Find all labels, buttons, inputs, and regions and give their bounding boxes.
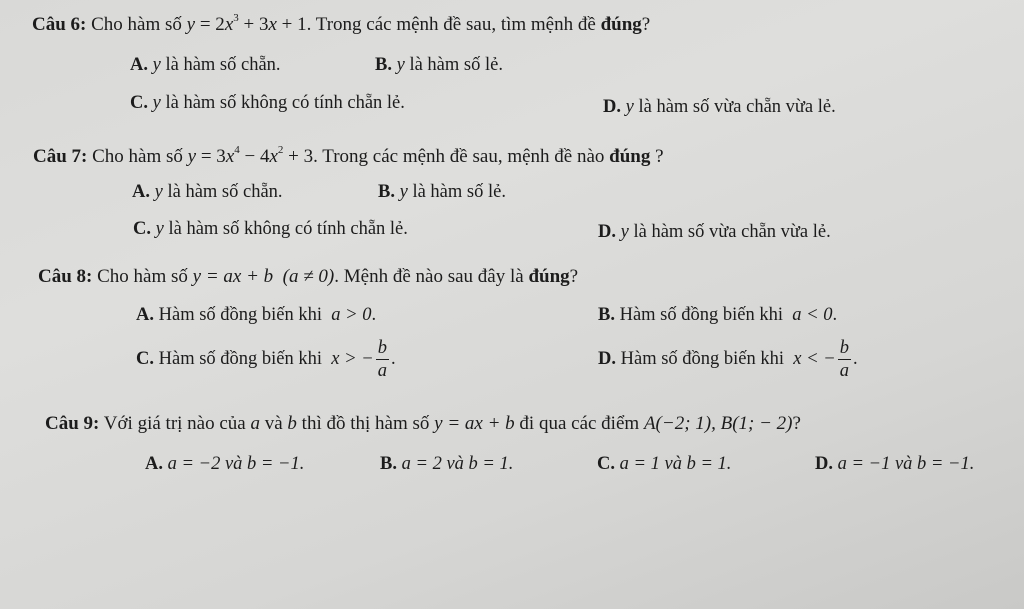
- question-7-eq-exp2: 2: [277, 143, 284, 156]
- question-7-eq-exp1: 4: [234, 143, 240, 156]
- option-a-text: là hàm số chẵn.: [162, 182, 283, 202]
- question-7-eq-y: y: [187, 146, 197, 167]
- fraction-denominator: a: [839, 361, 849, 381]
- question-9-option-c[interactable]: [597, 454, 731, 475]
- question-7-eq-x1: x: [225, 146, 235, 167]
- option-b-label: B.: [598, 305, 615, 325]
- question-6-end: ?: [641, 14, 651, 35]
- question-7-eq-tail: + 3: [283, 146, 314, 167]
- question-9-points: A(−2; 1), B(1; − 2): [643, 413, 793, 434]
- option-c-var: y: [155, 219, 164, 239]
- option-b-label: B.: [378, 182, 395, 202]
- question-9-end: ?: [792, 413, 801, 434]
- option-a-math: a > 0: [331, 305, 372, 325]
- option-d-label: D.: [815, 454, 833, 474]
- question-7-eq-part1: = 3: [196, 146, 226, 167]
- option-d-dot: .: [852, 348, 858, 369]
- question-8-equation: y = ax + b: [192, 266, 274, 287]
- option-c-math: x > −: [331, 348, 374, 369]
- option-b-math: a < 0: [792, 305, 833, 325]
- option-d-text: a = −1 và b = −1.: [837, 454, 975, 474]
- question-6-option-d[interactable]: [603, 97, 836, 118]
- question-8-label: Câu 8:: [38, 266, 93, 287]
- question-8-end: ?: [569, 266, 579, 287]
- question-8: [38, 266, 578, 288]
- option-c-text: là hàm số không có tính chẵn lẻ.: [163, 219, 408, 239]
- option-d-label: D.: [598, 348, 616, 369]
- question-6-eq-part1: = 2: [195, 14, 225, 35]
- question-6-text: . Trong các mệnh đề sau, tìm mệnh đề: [306, 14, 601, 35]
- option-b-var: y: [399, 182, 408, 202]
- question-6-option-b[interactable]: [375, 55, 503, 76]
- option-b-var: y: [396, 55, 405, 75]
- question-6-lead: Cho hàm số: [86, 14, 187, 35]
- option-c-dot: .: [390, 348, 396, 369]
- question-9-option-d[interactable]: [815, 454, 974, 475]
- fraction-numerator: b: [377, 338, 387, 358]
- question-7-option-c[interactable]: [133, 219, 408, 240]
- question-6: [32, 11, 651, 36]
- option-c-label: C.: [136, 348, 154, 369]
- option-d-text: Hàm số đồng biến khi: [616, 348, 789, 369]
- option-a-text: a = −2 và b = −1.: [167, 454, 305, 474]
- question-8-option-b[interactable]: B. Hàm số đồng biến khi a < 0.: [598, 305, 838, 325]
- question-7-text: . Trong các mệnh đề sau, mệnh đề nào: [313, 146, 610, 167]
- option-b-text: Hàm số đồng biến khi: [614, 305, 788, 325]
- option-a-label: A.: [132, 182, 150, 202]
- question-7-eq-x2: x: [269, 146, 278, 167]
- option-a-label: A.: [136, 305, 154, 325]
- option-b-text: a = 2 và b = 1.: [401, 454, 514, 474]
- option-b-label: B.: [375, 55, 392, 75]
- question-8-option-a[interactable]: A. Hàm số đồng biến khi a > 0.: [136, 305, 377, 325]
- question-7-emphasis: đúng: [609, 146, 651, 167]
- question-7-option-d[interactable]: [598, 222, 831, 243]
- question-7-lead: Cho hàm số: [87, 146, 188, 167]
- option-b-text: là hàm số lẻ.: [407, 182, 506, 202]
- question-6-eq-tail: + 1: [276, 14, 307, 35]
- question-8-condition: (a ≠ 0): [282, 266, 335, 287]
- question-7-label: Câu 7:: [33, 146, 88, 167]
- option-c-text: a = 1 và b = 1.: [619, 454, 732, 474]
- question-9-var-b: b: [287, 413, 297, 434]
- question-9-equation: y = ax + b: [434, 413, 515, 434]
- question-6-eq-y: y: [186, 14, 196, 35]
- option-d-fraction: [838, 337, 851, 382]
- question-6-eq-exp: 3: [233, 11, 239, 24]
- option-b-label: B.: [380, 454, 397, 474]
- question-6-eq-x2: x: [268, 14, 277, 35]
- option-a-text: Hàm số đồng biến khi: [154, 305, 327, 325]
- question-7-eq-part2: − 4: [239, 146, 270, 167]
- option-c-text: Hàm số đồng biến khi: [154, 348, 327, 369]
- option-b-text: là hàm số lẻ.: [404, 55, 503, 75]
- question-6-label: Câu 6:: [32, 14, 87, 35]
- question-7-option-b[interactable]: [378, 182, 506, 203]
- question-8-emphasis: đúng: [528, 266, 570, 287]
- option-a-var: y: [154, 182, 163, 202]
- option-c-label: C.: [133, 219, 151, 239]
- question-9-option-b[interactable]: [380, 454, 513, 475]
- question-9-option-a[interactable]: [145, 454, 304, 475]
- fraction-numerator: b: [839, 338, 849, 358]
- option-a-text: là hàm số chẵn.: [160, 55, 281, 75]
- question-7-option-a[interactable]: [132, 182, 283, 203]
- option-d-math: x < −: [793, 348, 836, 369]
- question-8-text: . Mệnh đề nào sau đây là: [334, 266, 529, 287]
- option-d-label: D.: [598, 222, 616, 242]
- question-6-emphasis: đúng: [600, 14, 642, 35]
- option-d-var: y: [620, 222, 629, 242]
- question-9-text: thì đồ thị hàm số: [296, 413, 435, 434]
- question-9-text2: đi qua các điểm: [514, 413, 644, 434]
- option-a-label: A.: [145, 454, 163, 474]
- option-c-var: y: [152, 93, 161, 113]
- question-8-lead: Cho hàm số: [92, 266, 193, 287]
- option-c-fraction: [376, 337, 389, 382]
- question-7-end: ?: [650, 146, 664, 167]
- option-c-label: C.: [597, 454, 615, 474]
- question-9-lead: Với giá trị nào của: [99, 413, 251, 434]
- option-c-text: là hàm số không có tính chẵn lẻ.: [160, 93, 405, 113]
- question-6-eq-x1: x: [224, 14, 234, 35]
- question-9: [45, 413, 801, 435]
- question-8-option-d[interactable]: [598, 337, 858, 382]
- option-c-label: C.: [130, 93, 148, 113]
- question-9-label: Câu 9:: [45, 413, 100, 434]
- question-6-option-c[interactable]: [130, 93, 405, 114]
- option-d-var: y: [625, 97, 634, 117]
- question-9-var-a: a: [250, 413, 260, 434]
- question-7: [33, 143, 664, 168]
- option-d-text: là hàm số vừa chẵn vừa lẻ.: [633, 97, 836, 117]
- fraction-denominator: a: [377, 361, 387, 381]
- option-d-label: D.: [603, 97, 621, 117]
- question-6-option-a[interactable]: [130, 55, 281, 76]
- question-8-option-c[interactable]: [136, 337, 396, 382]
- option-d-text: là hàm số vừa chẵn vừa lẻ.: [628, 222, 831, 242]
- option-a-label: A.: [130, 55, 148, 75]
- option-a-var: y: [152, 55, 161, 75]
- question-6-eq-part2: + 3: [238, 14, 269, 35]
- question-9-and: và: [259, 413, 288, 434]
